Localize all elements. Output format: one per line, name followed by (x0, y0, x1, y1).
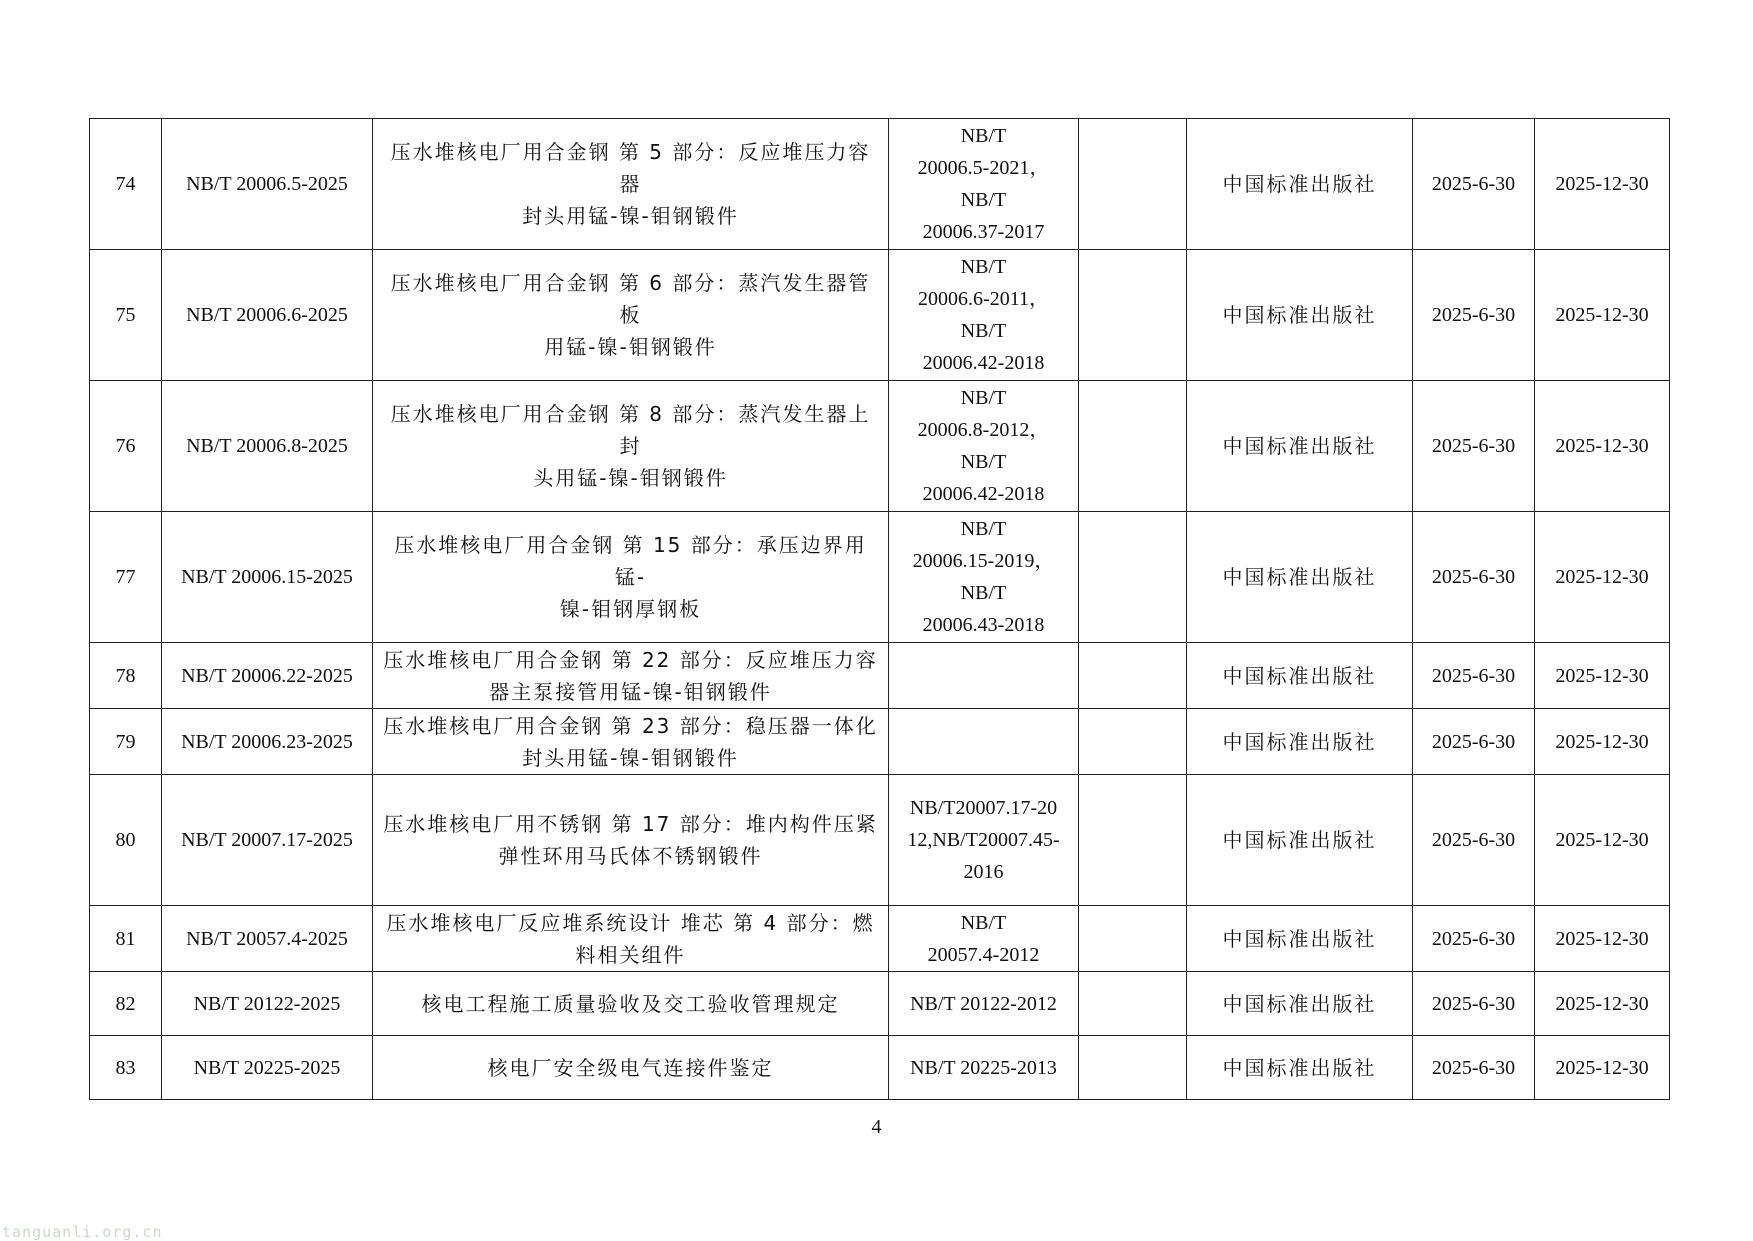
standard-title-cell-line: 压水堆核电厂用不锈钢 第 17 部分：堆内构件压紧 (383, 812, 878, 836)
standard-code-cell: NB/T 20057.4-2025 (162, 906, 373, 972)
publisher-cell: 中国标准出版社 (1187, 512, 1413, 643)
standard-title-cell-line: 封头用锰-镍-钼钢锻件 (522, 745, 739, 770)
publisher-cell: 中国标准出版社 (1187, 906, 1413, 972)
replaced-standard-cell-line: NB/T (960, 189, 1007, 211)
row-number-cell: 81 (90, 906, 162, 972)
standard-title-cell (373, 643, 889, 709)
effective-date-cell: 2025-12-30 (1535, 906, 1670, 972)
table-row (90, 381, 1670, 512)
standard-title-cell (373, 119, 889, 250)
replaced-standard-cell (889, 119, 1079, 250)
row-number-cell: 75 (90, 250, 162, 381)
issue-date-cell: 2025-6-30 (1413, 906, 1535, 972)
effective-date-cell: 2025-12-30 (1535, 250, 1670, 381)
replaced-standard-cell-line: NB/T (960, 518, 1007, 540)
replaced-standard-cell-line: NB/T 20122-2012 (910, 992, 1057, 1015)
effective-date-cell: 2025-12-30 (1535, 709, 1670, 775)
adopted-standard-cell (1079, 709, 1187, 775)
replaced-standard-cell-line: 20057.4-2012 (927, 943, 1040, 966)
publisher-cell: 中国标准出版社 (1187, 250, 1413, 381)
replaced-standard-cell-line: 20006.15-2019， (912, 550, 1055, 572)
publisher-cell: 中国标准出版社 (1187, 1036, 1413, 1100)
row-number-cell: 79 (90, 709, 162, 775)
table-row (90, 972, 1670, 1036)
table-row (90, 512, 1670, 643)
adopted-standard-cell (1079, 512, 1187, 643)
standard-title-cell-line: 压水堆核电厂用合金钢 第 5 部分：反应堆压力容器 (390, 140, 871, 196)
adopted-standard-cell (1079, 972, 1187, 1036)
standard-title-cell (373, 512, 889, 643)
standard-title-cell-line: 器主泵接管用锰-镍-钼钢锻件 (489, 679, 772, 704)
standard-code-cell: NB/T 20007.17-2025 (162, 775, 373, 906)
replaced-standard-cell-line: 20006.43-2018 (922, 614, 1045, 636)
effective-date-cell: 2025-12-30 (1535, 512, 1670, 643)
row-number-cell: 77 (90, 512, 162, 643)
publisher-cell: 中国标准出版社 (1187, 643, 1413, 709)
watermark-text: tanguanli.org.cn (2, 1223, 163, 1241)
standard-title-cell-line: 料相关组件 (575, 942, 686, 967)
replaced-standard-cell-line: NB/T (960, 911, 1007, 934)
replaced-standard-cell-line: 20006.42-2018 (922, 352, 1045, 374)
replaced-standard-cell (889, 1036, 1079, 1100)
standard-title-cell (373, 775, 889, 906)
adopted-standard-cell (1079, 119, 1187, 250)
publisher-cell: 中国标准出版社 (1187, 381, 1413, 512)
replaced-standard-cell-line: 20006.8-2012， (917, 419, 1050, 441)
replaced-standard-cell-line: NB/T (960, 256, 1007, 278)
standard-code-cell: NB/T 20225-2025 (162, 1036, 373, 1100)
standard-title-cell-line: 压水堆核电厂反应堆系统设计 堆芯 第 4 部分：燃 (386, 910, 875, 935)
issue-date-cell: 2025-6-30 (1413, 775, 1535, 906)
replaced-standard-cell (889, 643, 1079, 709)
standard-title-cell-line: 头用锰-镍-钼钢锻件 (533, 466, 728, 490)
issue-date-cell: 2025-6-30 (1413, 643, 1535, 709)
standard-title-cell (373, 1036, 889, 1100)
table-row (90, 709, 1670, 775)
table-row (90, 119, 1670, 250)
adopted-standard-cell (1079, 775, 1187, 906)
standard-code-cell: NB/T 20006.6-2025 (162, 250, 373, 381)
replaced-standard-cell-line: NB/T (960, 582, 1007, 604)
issue-date-cell: 2025-6-30 (1413, 709, 1535, 775)
replaced-standard-cell-line: NB/T 20225-2013 (910, 1056, 1057, 1079)
effective-date-cell: 2025-12-30 (1535, 381, 1670, 512)
issue-date-cell: 2025-6-30 (1413, 972, 1535, 1036)
replaced-standard-cell-line: NB/T (960, 320, 1007, 342)
replaced-standard-cell-line: 20006.42-2018 (922, 483, 1045, 505)
table-row (90, 250, 1670, 381)
row-number-cell: 80 (90, 775, 162, 906)
replaced-standard-cell-line: 20006.5-2021， (917, 157, 1050, 179)
standard-title-cell-line: 压水堆核电厂用合金钢 第 8 部分：蒸汽发生器上封 (390, 402, 871, 458)
row-number-cell: 83 (90, 1036, 162, 1100)
standard-title-cell-line: 核电工程施工质量验收及交工验收管理规定 (421, 991, 840, 1016)
effective-date-cell: 2025-12-30 (1535, 972, 1670, 1036)
table-row (90, 643, 1670, 709)
replaced-standard-cell (889, 512, 1079, 643)
publisher-cell: 中国标准出版社 (1187, 709, 1413, 775)
standard-title-cell-line: 压水堆核电厂用合金钢 第 23 部分：稳压器一体化 (383, 713, 878, 738)
replaced-standard-cell-line: 2016 (963, 861, 1004, 883)
standard-title-cell-line: 压水堆核电厂用合金钢 第 22 部分：反应堆压力容 (383, 647, 878, 672)
row-number-cell: 82 (90, 972, 162, 1036)
publisher-cell: 中国标准出版社 (1187, 775, 1413, 906)
replaced-standard-cell (889, 381, 1079, 512)
standard-title-cell (373, 709, 889, 775)
standards-table (89, 118, 1670, 1100)
adopted-standard-cell (1079, 1036, 1187, 1100)
replaced-standard-cell-line: NB/T (960, 387, 1007, 409)
adopted-standard-cell (1079, 250, 1187, 381)
replaced-standard-cell (889, 972, 1079, 1036)
issue-date-cell: 2025-6-30 (1413, 250, 1535, 381)
issue-date-cell: 2025-6-30 (1413, 1036, 1535, 1100)
table-row (90, 1036, 1670, 1100)
standard-title-cell (373, 906, 889, 972)
replaced-standard-cell (889, 709, 1079, 775)
standard-title-cell-line: 弹性环用马氏体不锈钢锻件 (498, 844, 763, 868)
standard-title-cell-line: 压水堆核电厂用合金钢 第 6 部分：蒸汽发生器管板 (390, 271, 871, 327)
replaced-standard-cell (889, 775, 1079, 906)
effective-date-cell: 2025-12-30 (1535, 775, 1670, 906)
standard-code-cell: NB/T 20006.8-2025 (162, 381, 373, 512)
adopted-standard-cell (1079, 643, 1187, 709)
effective-date-cell: 2025-12-30 (1535, 1036, 1670, 1100)
standard-title-cell (373, 250, 889, 381)
replaced-standard-cell (889, 906, 1079, 972)
adopted-standard-cell (1079, 381, 1187, 512)
standard-title-cell (373, 972, 889, 1036)
standard-title-cell-line: 封头用锰-镍-钼钢锻件 (522, 204, 739, 228)
standard-title-cell-line: 用锰-镍-钼钢锻件 (544, 335, 717, 359)
row-number-cell: 74 (90, 119, 162, 250)
standard-title-cell-line: 镍-钼钢厚钢板 (559, 597, 702, 621)
standard-title-cell-line: 核电厂安全级电气连接件鉴定 (487, 1055, 774, 1080)
page-number: 4 (871, 1116, 882, 1138)
adopted-standard-cell (1079, 906, 1187, 972)
standard-code-cell: NB/T 20006.15-2025 (162, 512, 373, 643)
replaced-standard-cell (889, 250, 1079, 381)
row-number-cell: 78 (90, 643, 162, 709)
replaced-standard-cell-line: NB/T (960, 125, 1007, 147)
row-number-cell: 76 (90, 381, 162, 512)
replaced-standard-cell-line: 20006.37-2017 (922, 221, 1045, 243)
replaced-standard-cell-line: 20006.6-2011， (918, 288, 1049, 310)
replaced-standard-cell-line: NB/T (960, 451, 1007, 473)
standard-code-cell: NB/T 20006.5-2025 (162, 119, 373, 250)
replaced-standard-cell-line: 12,NB/T20007.45- (907, 829, 1060, 851)
effective-date-cell: 2025-12-30 (1535, 119, 1670, 250)
standard-code-cell: NB/T 20122-2025 (162, 972, 373, 1036)
issue-date-cell: 2025-6-30 (1413, 381, 1535, 512)
table-row (90, 775, 1670, 906)
effective-date-cell: 2025-12-30 (1535, 643, 1670, 709)
issue-date-cell: 2025-6-30 (1413, 512, 1535, 643)
publisher-cell: 中国标准出版社 (1187, 119, 1413, 250)
standard-title-cell-line: 压水堆核电厂用合金钢 第 15 部分：承压边界用锰- (394, 533, 867, 589)
table-row (90, 906, 1670, 972)
replaced-standard-cell-line: NB/T20007.17-20 (909, 797, 1058, 819)
standard-code-cell: NB/T 20006.23-2025 (162, 709, 373, 775)
publisher-cell: 中国标准出版社 (1187, 972, 1413, 1036)
standard-title-cell (373, 381, 889, 512)
standard-code-cell: NB/T 20006.22-2025 (162, 643, 373, 709)
issue-date-cell: 2025-6-30 (1413, 119, 1535, 250)
table-body (90, 119, 1670, 1100)
